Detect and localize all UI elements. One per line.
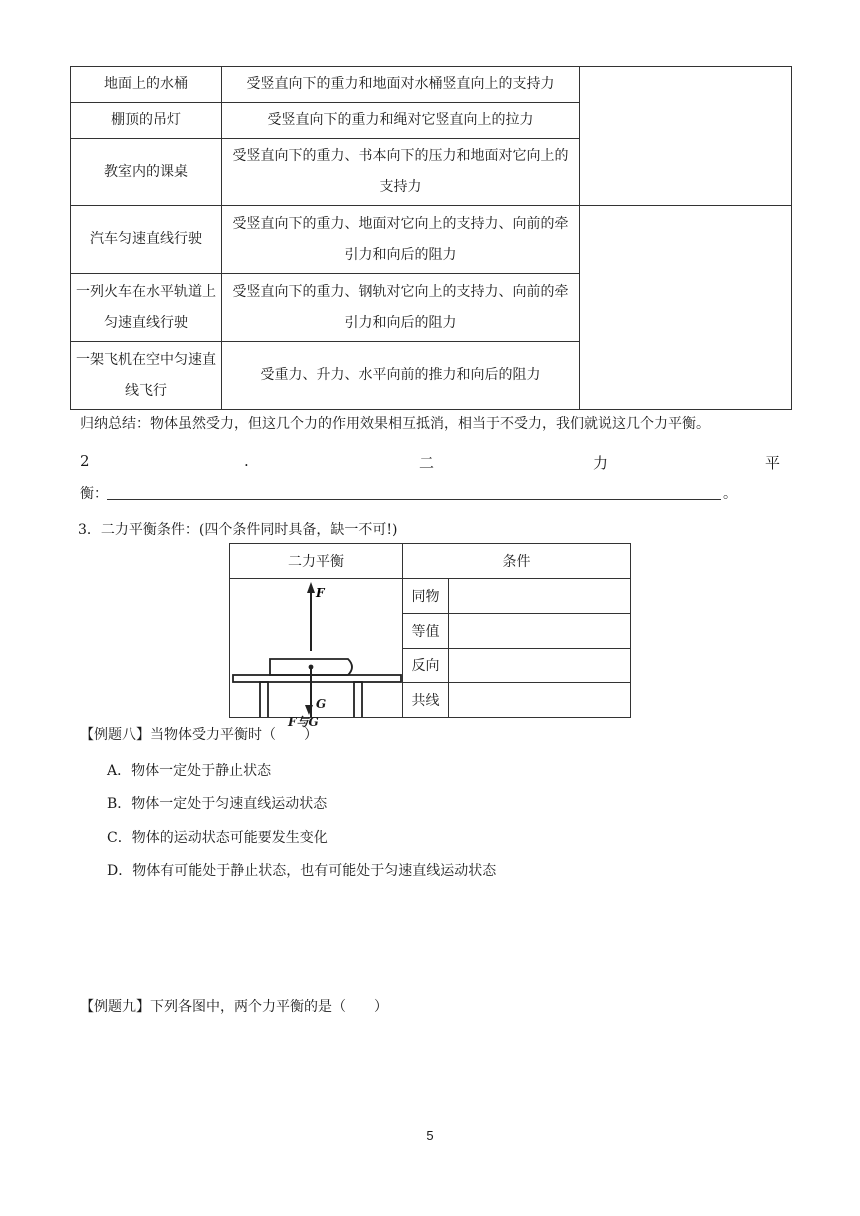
condition-table bbox=[229, 543, 631, 729]
object-cell: 汽车匀速直线行驶 bbox=[71, 206, 222, 274]
condition-label: 同物 bbox=[403, 579, 449, 614]
forces-cell: 受竖直向下的重力、书本向下的压力和地面对它向上的支持力 bbox=[222, 139, 580, 206]
section2-char-1: 二 bbox=[419, 454, 435, 472]
option-c[interactable]: C．物体的运动状态可能要发生变化 bbox=[107, 830, 328, 846]
table-row bbox=[71, 67, 792, 103]
answer-blank[interactable] bbox=[107, 499, 721, 500]
table-row bbox=[230, 579, 631, 614]
object-cell: 棚顶的吊灯 bbox=[71, 103, 222, 139]
condition-blank[interactable] bbox=[449, 613, 631, 648]
answer-cell bbox=[580, 67, 792, 206]
option-d[interactable]: D．物体有可能处于静止状态，也有可能处于匀速直线运动状态 bbox=[107, 863, 497, 879]
example8-stem: 【例题八】当物体受力平衡时（ ） bbox=[80, 727, 318, 743]
object-cell: 一架飞机在空中匀速直线飞行 bbox=[71, 342, 222, 410]
section2-char-4: 衡： bbox=[80, 486, 108, 502]
header-left: 二力平衡 bbox=[230, 544, 403, 579]
force-table bbox=[70, 66, 792, 410]
example9-stem: 【例题九】下列各图中，两个力平衡的是（ ） bbox=[80, 999, 388, 1015]
object-cell: 教室内的课桌 bbox=[71, 139, 222, 206]
section2-end: 。 bbox=[723, 486, 737, 502]
object-cell: 地面上的水桶 bbox=[71, 67, 222, 103]
section2-char-3: 平 bbox=[765, 454, 781, 472]
option-a[interactable]: A．物体一定处于静止状态 bbox=[107, 763, 272, 779]
arrow-down-icon bbox=[304, 703, 314, 713]
condition-label: 反向 bbox=[403, 648, 449, 683]
condition-label: 共线 bbox=[403, 683, 449, 718]
answer-cell bbox=[580, 206, 792, 410]
header-right: 条件 bbox=[403, 544, 631, 579]
section3-title: 3．二力平衡条件：(四个条件同时具备，缺一不可!) bbox=[78, 522, 398, 538]
section2-dot: . bbox=[244, 452, 249, 470]
section2-char-2: 力 bbox=[593, 454, 609, 472]
force-g-label: G bbox=[316, 697, 327, 711]
forces-cell: 受重力、升力、水平向前的推力和向后的阻力 bbox=[222, 342, 580, 410]
page-number: 5 bbox=[426, 1128, 434, 1143]
table-row bbox=[230, 544, 631, 579]
forces-cell: 受竖直向下的重力、钢轨对它向上的支持力、向前的牵引力和向后的阻力 bbox=[222, 274, 580, 342]
table-row bbox=[71, 206, 792, 274]
forces-cell: 受竖直向下的重力、地面对它向上的支持力、向前的牵引力和向后的阻力 bbox=[222, 206, 580, 274]
summary-text: 归纳总结：物体虽然受力，但这几个力的作用效果相互抵消，相当于不受力，我们就说这几个力平衡。 bbox=[80, 416, 710, 432]
condition-blank[interactable] bbox=[449, 579, 631, 614]
figure-caption: F与G bbox=[288, 715, 319, 729]
forces-cell: 受竖直向下的重力和绳对它竖直向上的拉力 bbox=[222, 103, 580, 139]
figure-cell bbox=[230, 579, 403, 729]
option-b[interactable]: B．物体一定处于匀速直线运动状态 bbox=[107, 796, 328, 812]
force-f-label: F bbox=[316, 586, 325, 600]
section2-number: 2 bbox=[80, 452, 90, 470]
object-cell: 一列火车在水平轨道上匀速直线行驶 bbox=[71, 274, 222, 342]
condition-label: 等值 bbox=[403, 613, 449, 648]
forces-cell: 受竖直向下的重力和地面对水桶竖直向上的支持力 bbox=[222, 67, 580, 103]
condition-blank[interactable] bbox=[449, 648, 631, 683]
condition-blank[interactable] bbox=[449, 683, 631, 718]
